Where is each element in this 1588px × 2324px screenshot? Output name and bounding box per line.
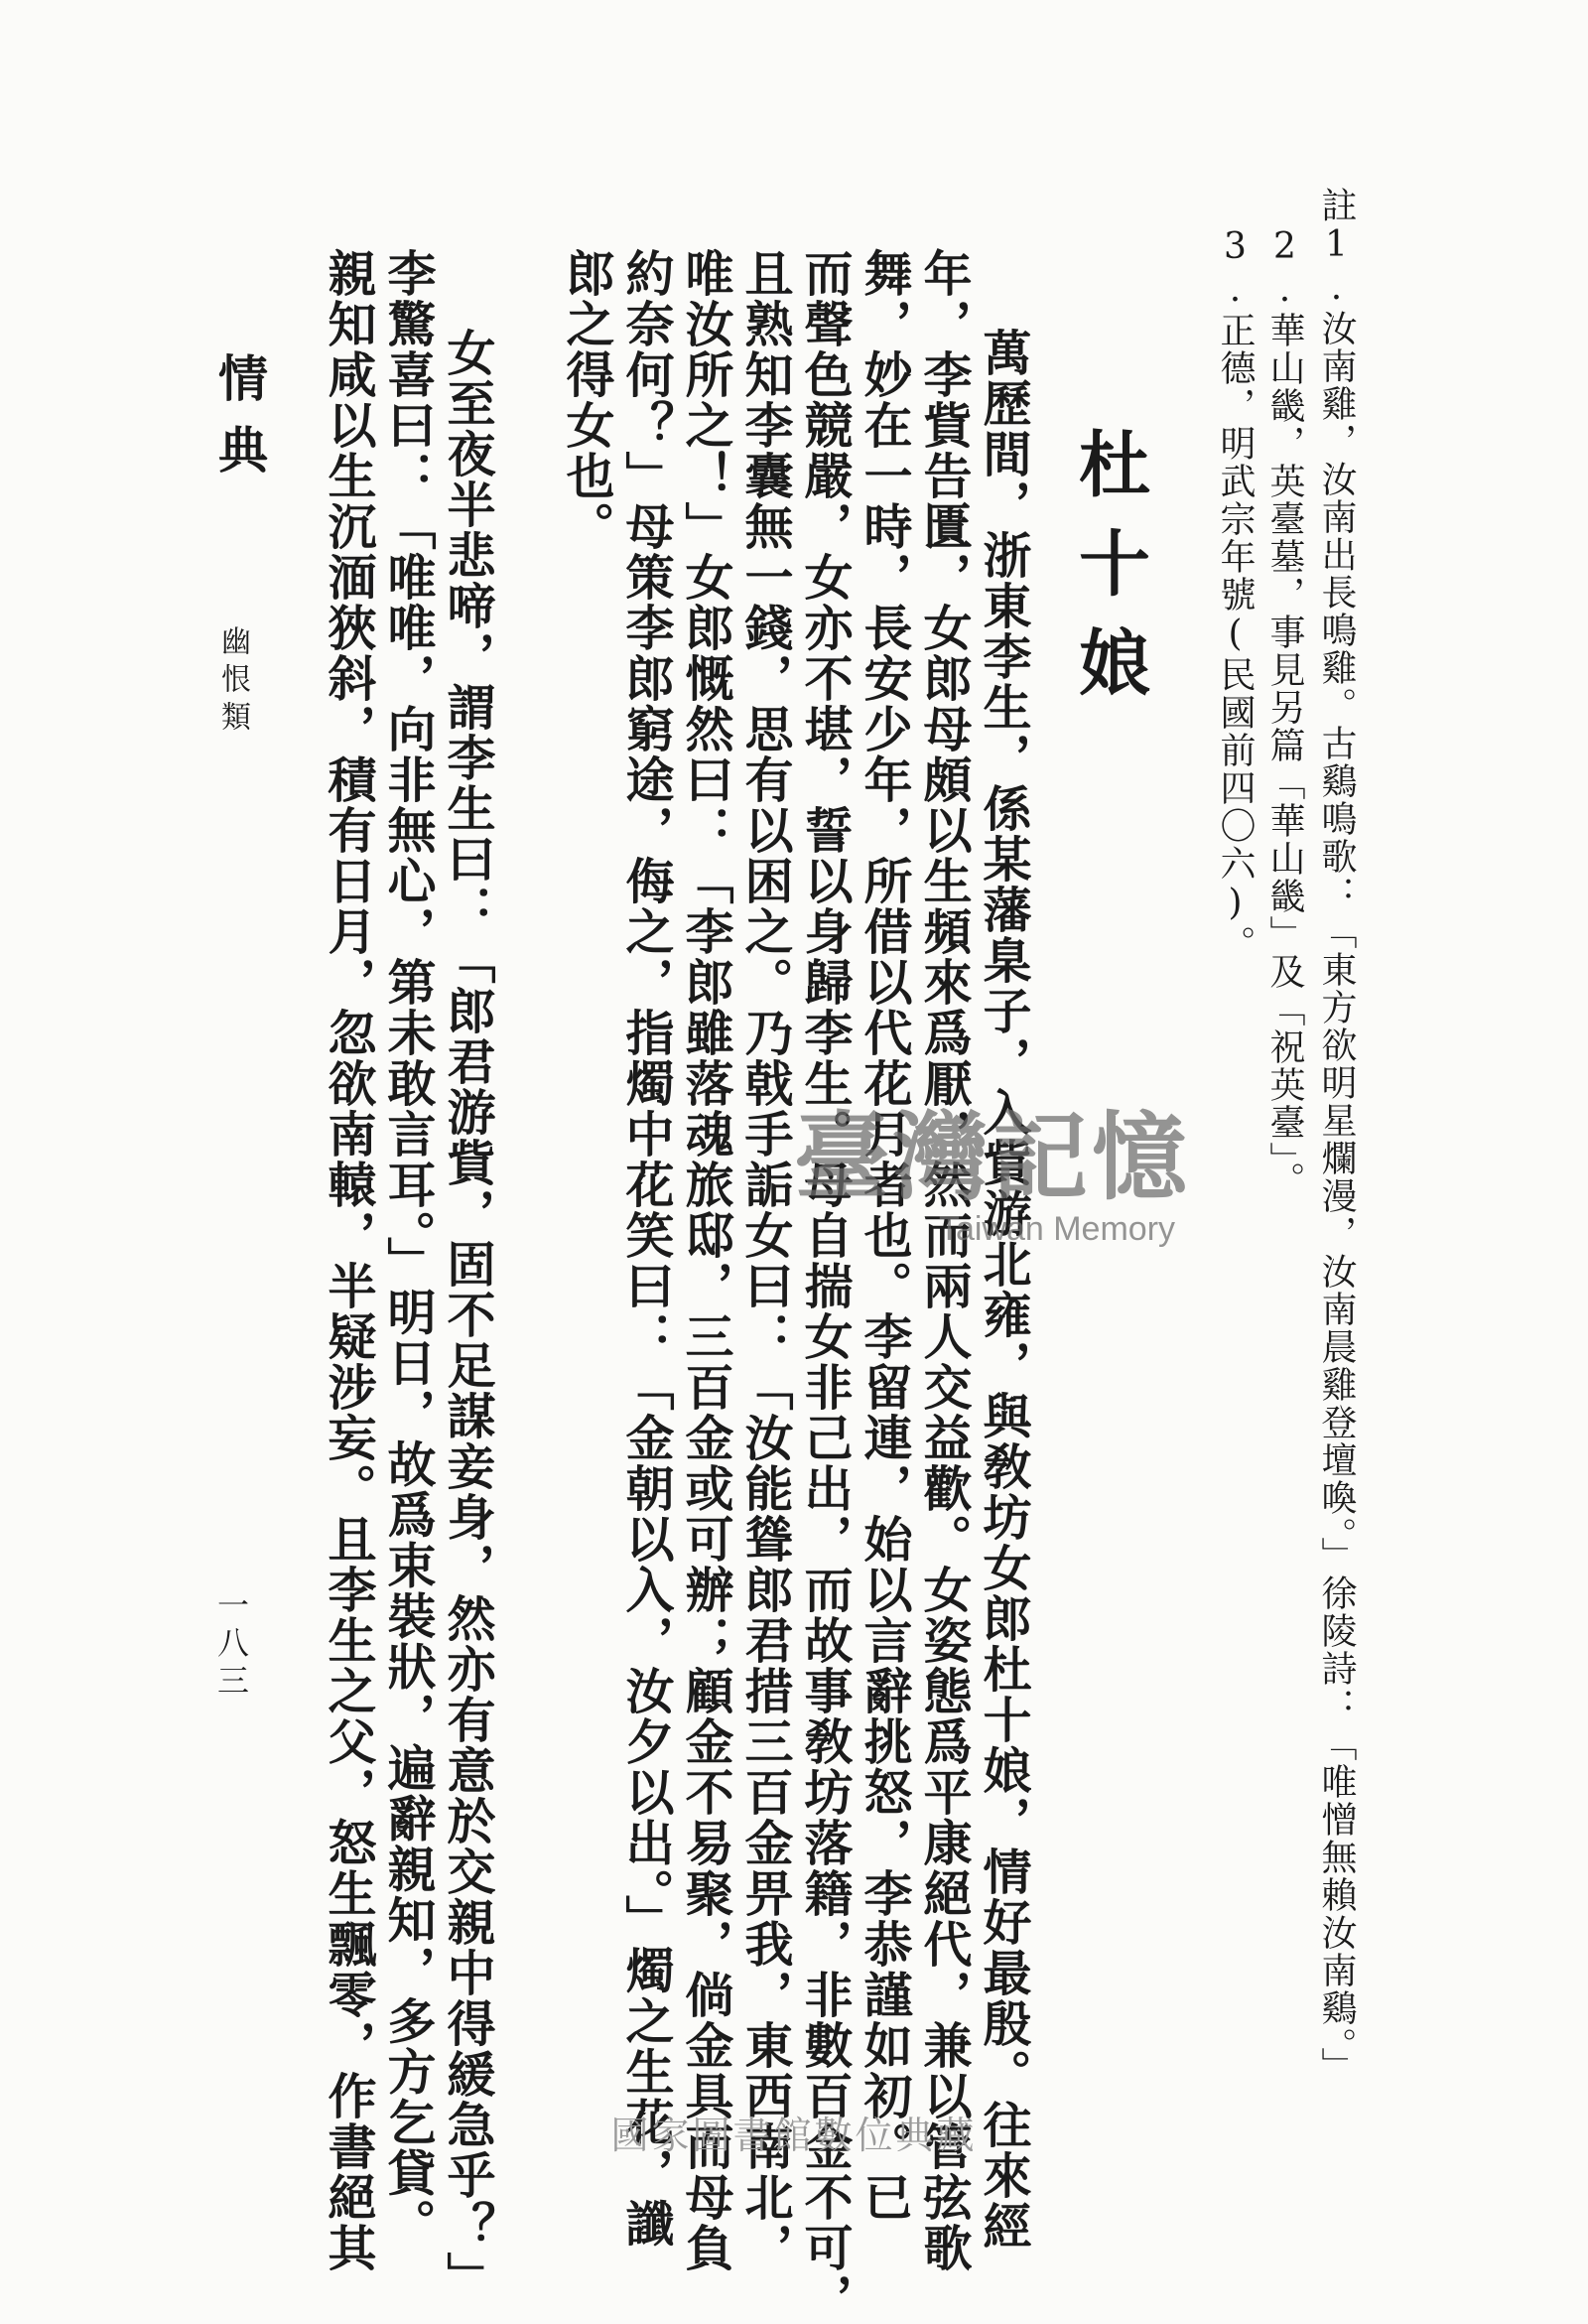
body-line-1: 萬歷間，浙東李生，係某藩臬子，入貲游北雍，與敎坊女郎杜十娘，情好最殷。往來經	[976, 328, 1033, 2252]
body-line-6: 唯汝所之！」女郎慨然曰：「李郎雖落魂旅邸，三百金或可辦；顧金不易聚，倘金具而母負	[678, 248, 735, 2273]
body-line-3: 舞，妙在一時，長安少年，所借以代花月者也。李留連，始以言辭挑怒，李恭謹如初。已	[857, 248, 914, 2223]
body-line-2: 年，李貲告匱，女郎母頗以生頻來爲厭，然而兩人交益歡。女姿態爲平康絕代，兼以管弦歌	[916, 248, 974, 2273]
body-line-4: 而聲色競嚴，女亦不堪，誓以身歸李生。母自揣女非己出，而故事敎坊落籍，非數百金不可，	[797, 248, 855, 2324]
taiwan-memory-watermark	[794, 1082, 1191, 1249]
note-3: 3.正德，明武宗年號(民國前四〇六)。	[1215, 226, 1256, 963]
body-line-8: 郎之得女也。	[559, 248, 616, 552]
body-line-7: 約奈何？」母策李郎窮途，侮之，指燭中花笑曰：「金朝以入，汝夕以出。」燭之生花，讖	[618, 248, 676, 2250]
watermark-english: Taiwan Memory	[938, 1210, 1176, 1248]
body-line-11: 親知咸以生沉湎狹斜，積有日月，忽欲南轅，半疑涉妄。且李生之父，怒生飄零，作書絕其	[321, 248, 378, 2273]
note-2: 2.華山畿，英臺墓，事見另篇「華山畿」及「祝英臺」。	[1264, 226, 1305, 1199]
library-credit: 國家圖書館數位典藏	[610, 2114, 978, 2157]
body-line-10: 李驚喜曰：「唯唯，向非無心，第未敢言耳。」明日，故爲束裝狀，遍辭親知，多方乞貸。	[380, 248, 438, 2250]
book-title-footer: 情典	[210, 352, 269, 495]
body-line-5: 且熟知李囊無一錢，思有以困之。乃戟手詬女曰：「汝能聳郎君措三百金畀我，東西南北，	[737, 248, 795, 2273]
body-line-9: 女至夜半悲啼，謂李生曰：「郎君游貲，固不足謀妾身，然亦有意於交親中得緩急乎？」	[440, 328, 497, 2302]
note-1: 註1.汝南雞，汝南出長鳴雞。古鷄鳴歌：「東方欲明星爛漫，汝南晨雞登壇喚。」徐陵詩：「唯憎無賴汝南鷄。」	[1316, 187, 1357, 2085]
category-label: 幽恨類	[215, 625, 250, 739]
watermark-chinese: 臺灣記憶	[794, 1101, 1191, 1213]
chapter-title: 杜十娘	[1067, 427, 1151, 725]
page-number: 一八三	[212, 1588, 250, 1702]
